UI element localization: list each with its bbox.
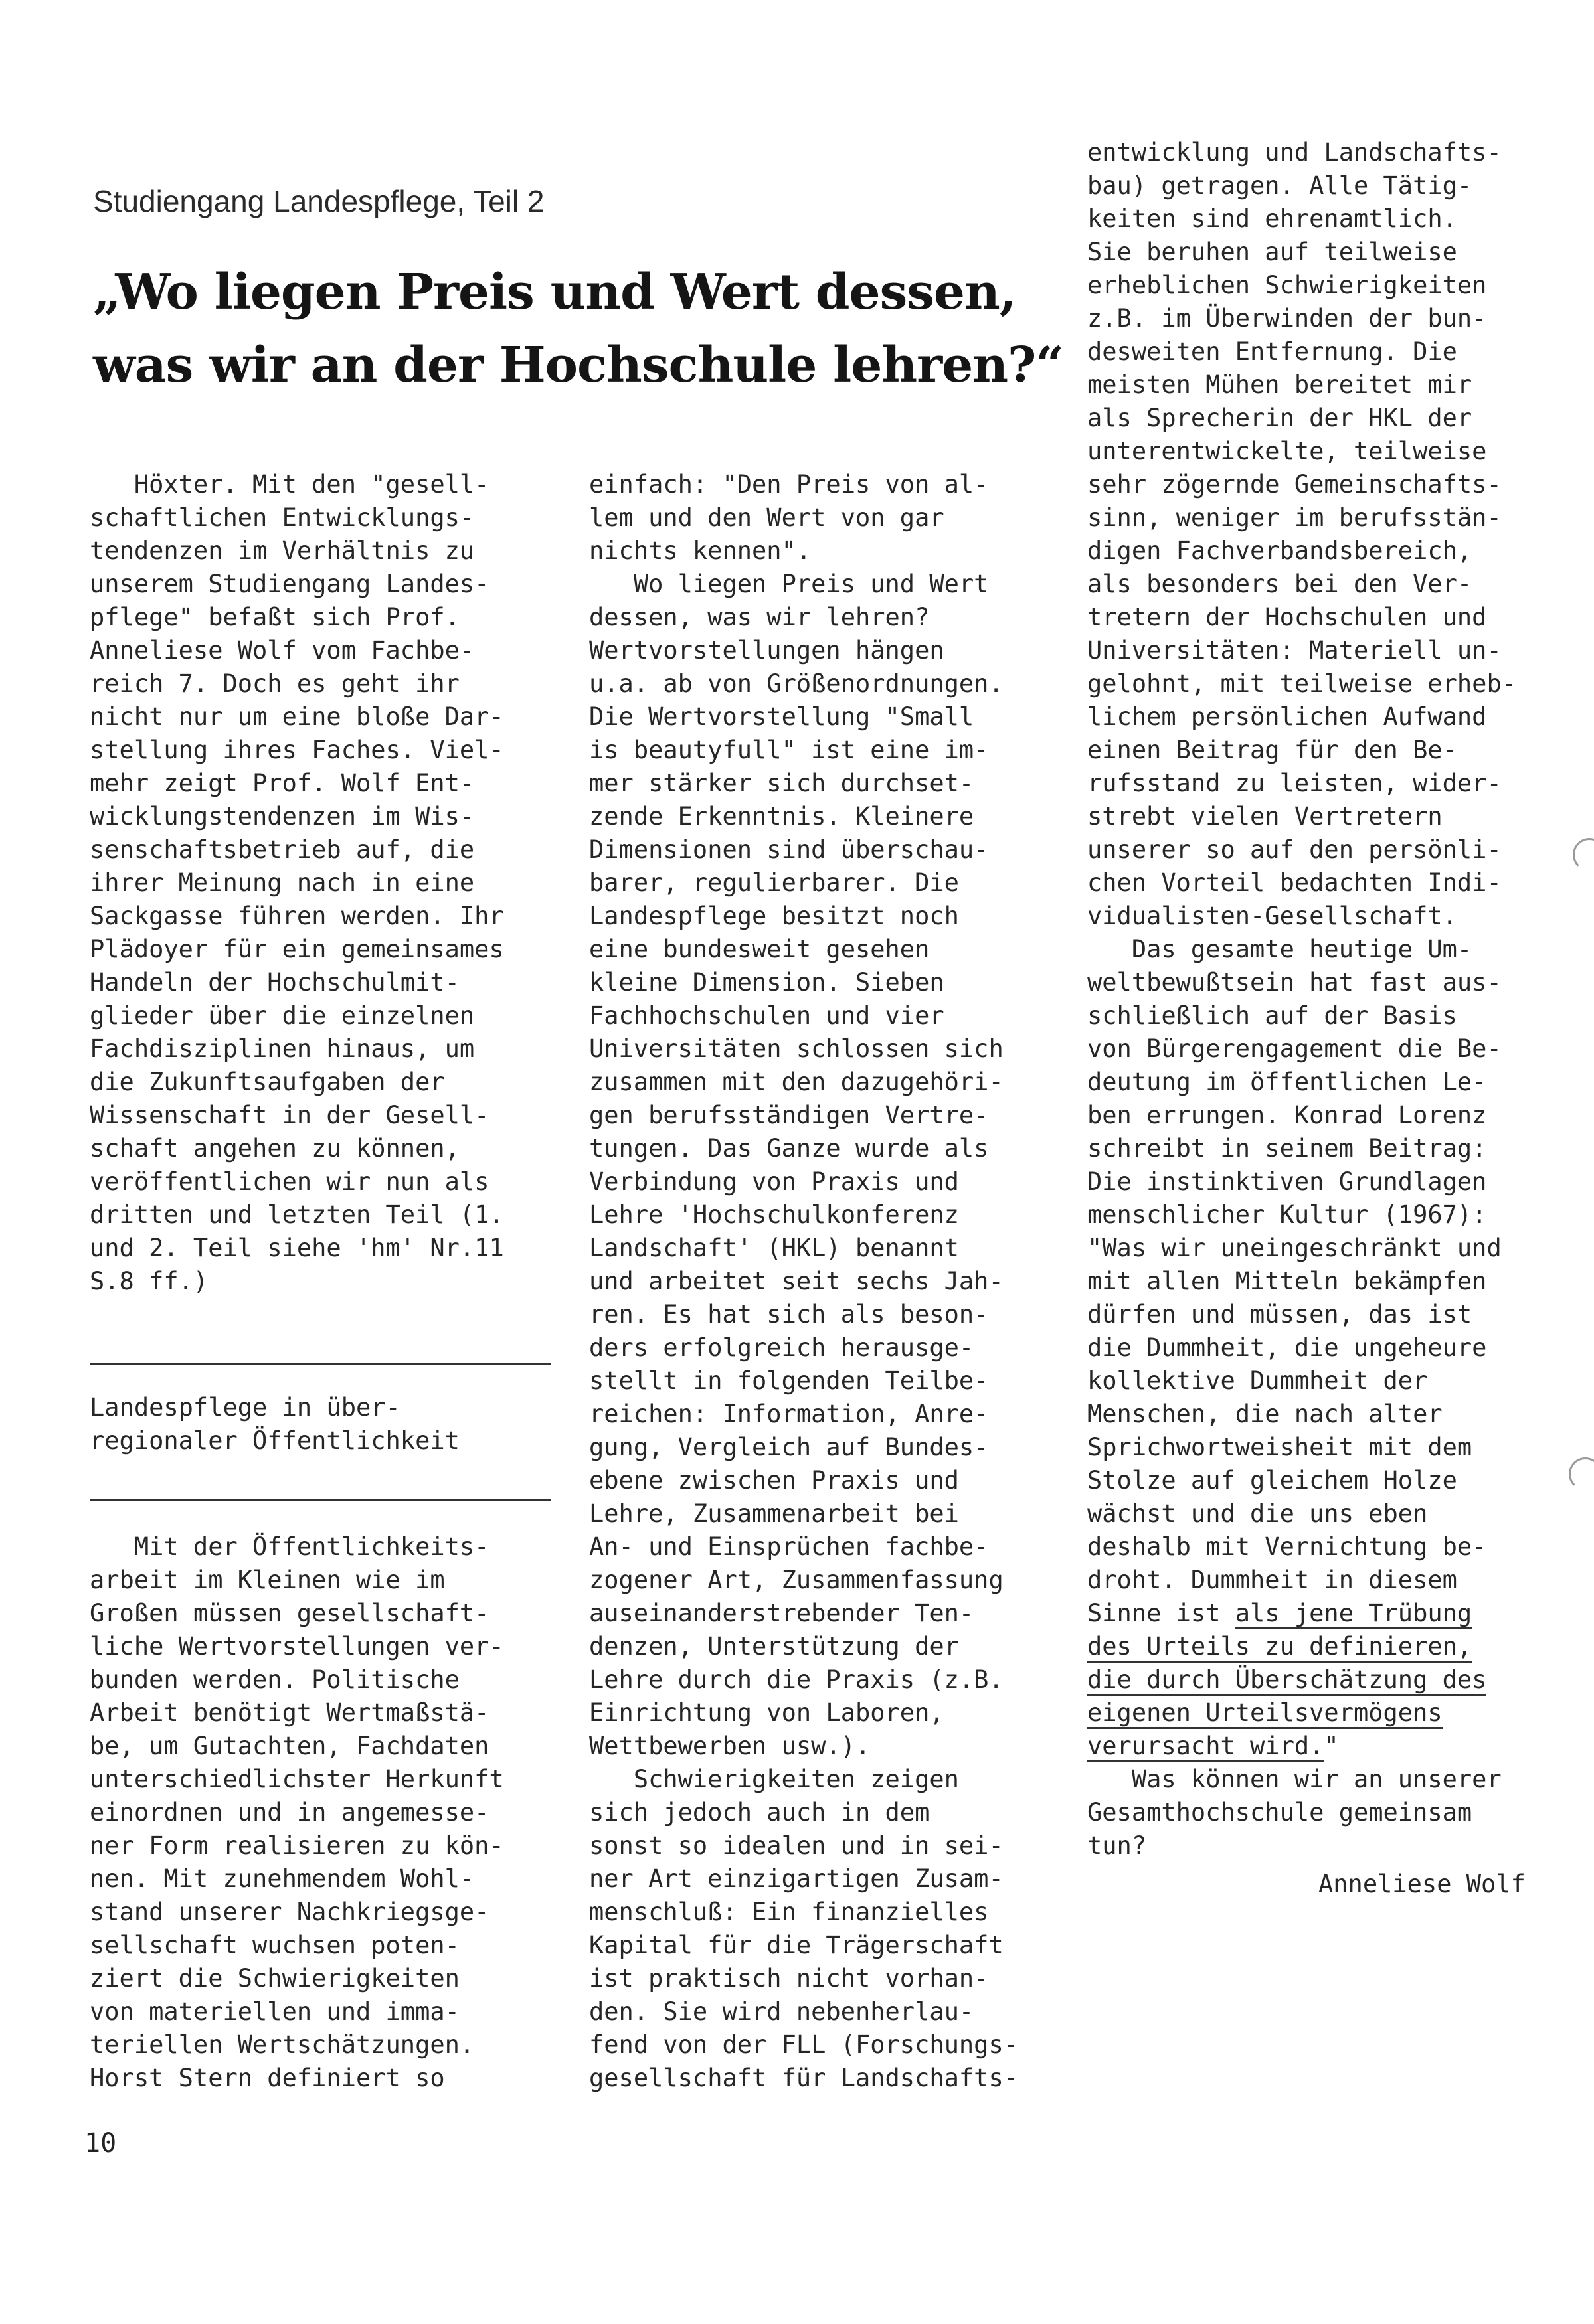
column-1-intro — [90, 468, 504, 1298]
text-line: Höxter. Mit den "gesell- — [90, 470, 489, 499]
text-line: Universitäten schlossen sich — [589, 1035, 1004, 1063]
text-line: die Dummheit, die ungeheure — [1087, 1333, 1487, 1362]
text-line: Lehre durch die Praxis (z.B. — [589, 1665, 1004, 1694]
text-line: schreibt in seinem Beitrag: — [1087, 1134, 1487, 1163]
text-line: Einrichtung von Laboren, — [589, 1699, 944, 1727]
text-line: wächst und die uns eben — [1087, 1499, 1428, 1528]
text-line: auseinanderstrebender Ten- — [589, 1599, 974, 1627]
text-line: senschaftsbetrieb auf, die — [90, 835, 475, 864]
text-line: schaftlichen Entwicklungs- — [90, 503, 475, 532]
text-line: dürfen und müssen, das ist — [1087, 1300, 1472, 1329]
text-line: gung, Vergleich auf Bundes- — [589, 1433, 989, 1461]
text-line: arbeit im Kleinen wie im — [90, 1566, 445, 1594]
text-line: sinn, weniger im berufsstän- — [1087, 503, 1502, 532]
text-line: "Was wir uneingeschränkt und — [1087, 1234, 1502, 1262]
text-line: mer stärker sich durchset- — [589, 769, 974, 797]
text-line: Schwierigkeiten zeigen — [589, 1765, 959, 1793]
text-line: von materiellen und imma- — [90, 1997, 460, 2026]
text-line: als besonders bei den Ver- — [1087, 570, 1472, 598]
text-line: glieder über die einzelnen — [90, 1001, 475, 1030]
text-line: fend von der FLL (Forschungs- — [589, 2031, 1019, 2059]
text-line: tretern der Hochschulen und — [1087, 603, 1487, 631]
text-line: von Bürgerengagement die Be- — [1087, 1035, 1502, 1063]
text-line: mit allen Mitteln bekämpfen — [1087, 1267, 1487, 1295]
text-line: unterentwickelte, teilweise — [1087, 437, 1487, 465]
text-line: zogener Art, Zusammenfassung — [589, 1566, 1004, 1594]
text-line: nichts kennen". — [589, 537, 812, 565]
text-line: schließlich auf der Basis — [1087, 1001, 1457, 1030]
text-line: lem und den Wert von gar — [589, 503, 944, 532]
text-line: An- und Einsprüchen fachbe- — [589, 1533, 989, 1561]
text-line: schaft angehen zu können, — [90, 1134, 460, 1163]
text-line: Lehre 'Hochschulkonferenz — [589, 1201, 959, 1229]
article-kicker: Studiengang Landespflege, Teil 2 — [93, 184, 545, 218]
text-line: tendenzen im Verhältnis zu — [90, 537, 475, 565]
text-line: unterschiedlichster Herkunft — [90, 1765, 504, 1793]
text-line: teriellen Wertschätzungen. — [90, 2031, 475, 2059]
text-line: is beautyfull" ist eine im- — [589, 736, 989, 764]
subheading — [90, 1391, 460, 1457]
text-line: Wo liegen Preis und Wert — [589, 570, 989, 598]
text-line: tungen. Das Ganze wurde als — [589, 1134, 989, 1163]
text-line: sonst so idealen und in sei- — [589, 1831, 1004, 1860]
text-line: menschlicher Kultur (1967): — [1087, 1201, 1487, 1229]
text-line: Wissenschaft in der Gesell- — [90, 1101, 489, 1129]
text-line: Landschaft' (HKL) benannt — [589, 1234, 959, 1262]
text-line: meisten Mühen bereitet mir — [1087, 371, 1472, 399]
text-line: be, um Gutachten, Fachdaten — [90, 1732, 489, 1760]
text-line: digen Fachverbandsbereich, — [1087, 537, 1472, 565]
text-line: entwicklung und Landschafts- — [1087, 138, 1502, 167]
text-line: Sackgasse führen werden. Ihr — [90, 902, 504, 930]
text-line: sich jedoch auch in dem — [589, 1798, 930, 1827]
text-line: deutung im öffentlichen Le- — [1087, 1068, 1487, 1096]
text-line: einfach: "Den Preis von al- — [589, 470, 989, 499]
text-line: pflege" befaßt sich Prof. — [90, 603, 460, 631]
quote-line-4: eigenen Urteilsvermögens — [1087, 1697, 1486, 1730]
quote-line-5: verursacht wird." — [1087, 1730, 1486, 1763]
text-line: Was können wir an unserer — [1087, 1765, 1502, 1793]
text-line: tun? — [1087, 1831, 1147, 1860]
column-1-body — [90, 1531, 504, 2095]
text-line: erheblichen Schwierigkeiten — [1087, 271, 1487, 299]
text-line: sehr zögernde Gemeinschafts- — [1087, 470, 1502, 499]
text-line: wicklungstendenzen im Wis- — [90, 802, 475, 831]
text-line: zende Erkenntnis. Kleinere — [589, 802, 974, 831]
text-line: Sprichwortweisheit mit dem — [1087, 1433, 1472, 1461]
text-line: Die instinktiven Grundlagen — [1087, 1167, 1487, 1196]
text-line: deshalb mit Vernichtung be- — [1087, 1533, 1487, 1561]
text-line: einordnen und in angemesse- — [90, 1798, 489, 1827]
text-line: Plädoyer für ein gemeinsames — [90, 935, 504, 963]
text-line: ziert die Schwierigkeiten — [90, 1964, 460, 1993]
text-line: S.8 ff.) — [90, 1267, 209, 1295]
text-line: lichem persönlichen Aufwand — [1087, 703, 1487, 731]
text-line: ben errungen. Konrad Lorenz — [1087, 1101, 1487, 1129]
text-line: Universitäten: Materiell un- — [1087, 636, 1502, 665]
text-line: bau) getragen. Alle Tätig- — [1087, 171, 1472, 200]
quote-line-2: des Urteils zu definieren, — [1087, 1630, 1486, 1663]
text-line: Sie beruhen auf teilweise — [1087, 238, 1457, 266]
headline-line-1: „Wo liegen Preis und Wert dessen, — [93, 264, 1016, 321]
text-line: sellschaft wuchsen poten- — [90, 1931, 460, 1959]
text-line: Menschen, die nach alter — [1087, 1400, 1443, 1428]
text-line: Dimensionen sind überschau- — [589, 835, 989, 864]
text-line: und arbeitet seit sechs Jah- — [589, 1267, 1004, 1295]
text-line: zusammen mit den dazugehöri- — [589, 1068, 1004, 1096]
text-line: reichen: Information, Anre- — [589, 1400, 989, 1428]
text-line: gen berufsständigen Vertre- — [589, 1101, 989, 1129]
text-line: mehr zeigt Prof. Wolf Ent- — [90, 769, 475, 797]
scan-mark-icon — [1573, 838, 1594, 871]
text-line: kollektive Dummheit der — [1087, 1367, 1428, 1395]
text-line: kleine Dimension. Sieben — [589, 968, 944, 997]
subheading-line-1: Landespflege in über- — [90, 1393, 400, 1422]
quote-line-1: Sinne ist als jene Trübung — [1087, 1597, 1486, 1630]
text-line: dessen, was wir lehren? — [589, 603, 930, 631]
text-line: z.B. im Überwinden der bun- — [1087, 304, 1487, 333]
column-3-end — [1087, 1763, 1502, 1863]
text-line: Verbindung von Praxis und — [589, 1167, 959, 1196]
text-line: ner Form realisieren zu kön- — [90, 1831, 504, 1860]
column-2 — [589, 468, 1018, 2095]
text-line: chen Vorteil bedachten Indi- — [1087, 869, 1502, 897]
text-line: Anneliese Wolf vom Fachbe- — [90, 636, 475, 665]
text-line: nicht nur um eine bloße Dar- — [90, 703, 504, 731]
text-line: ist praktisch nicht vorhan- — [589, 1964, 989, 1993]
text-line: Wertvorstellungen hängen — [589, 636, 944, 665]
text-line: Gesamthochschule gemeinsam — [1087, 1798, 1472, 1827]
divider-bottom — [90, 1499, 551, 1501]
text-line: strebt vielen Vertretern — [1087, 802, 1443, 831]
text-line: einen Beitrag für den Be- — [1087, 736, 1457, 764]
text-line: Fachhochschulen und vier — [589, 1001, 944, 1030]
subheading-line-2: regionaler Öffentlichkeit — [90, 1426, 460, 1455]
text-line: unserem Studiengang Landes- — [90, 570, 489, 598]
text-line: Landespflege besitzt noch — [589, 902, 959, 930]
text-line: ren. Es hat sich als beson- — [589, 1300, 989, 1329]
text-line: ders erfolgreich herausge- — [589, 1333, 974, 1362]
article-headline — [93, 256, 1103, 402]
text-line: Lehre, Zusammenarbeit bei — [589, 1499, 959, 1528]
text-line: dritten und letzten Teil (1. — [90, 1201, 504, 1229]
text-line: weltbewußtsein hat fast aus- — [1087, 968, 1502, 997]
text-line: die Zukunftsaufgaben der — [90, 1068, 445, 1096]
text-line: Wettbewerben usw.). — [589, 1732, 871, 1760]
text-line: Arbeit benötigt Wertmaßstä- — [90, 1699, 489, 1727]
text-line: vidualisten-Gesellschaft. — [1087, 902, 1457, 930]
text-line: unserer so auf den persönli- — [1087, 835, 1502, 864]
text-line: keiten sind ehrenamtlich. — [1087, 205, 1457, 233]
underlined-quote — [1087, 1597, 1486, 1763]
text-line: den. Sie wird nebenherlau- — [589, 1997, 974, 2026]
text-line: Fachdisziplinen hinaus, um — [90, 1035, 475, 1063]
text-line: Die Wertvorstellung "Small — [589, 703, 974, 731]
text-line: nen. Mit zunehmendem Wohl- — [90, 1865, 475, 1893]
scan-mark-icon — [1569, 1457, 1594, 1491]
headline-line-2: was wir an der Hochschule lehren?“ — [93, 337, 1063, 394]
page-number: 10 — [84, 2128, 117, 2159]
author-signature: Anneliese Wolf — [1318, 1870, 1526, 1898]
column-3 — [1087, 136, 1516, 1597]
text-line: Großen müssen gesellschaft- — [90, 1599, 489, 1627]
text-line: droht. Dummheit in diesem — [1087, 1566, 1457, 1594]
text-line: liche Wertvorstellungen ver- — [90, 1632, 504, 1661]
text-line: Mit der Öffentlichkeits- — [90, 1533, 489, 1561]
text-line: barer, regulierbarer. Die — [589, 869, 959, 897]
text-line: gesellschaft für Landschafts- — [589, 2064, 1019, 2092]
text-line: ebene zwischen Praxis und — [589, 1466, 959, 1495]
text-line: ner Art einzigartigen Zusam- — [589, 1865, 1004, 1893]
quote-line-3: die durch Überschätzung des — [1087, 1663, 1486, 1697]
text-line: bunden werden. Politische — [90, 1665, 460, 1694]
divider-top — [90, 1363, 551, 1365]
text-line: u.a. ab von Größenordnungen. — [589, 669, 1004, 698]
text-line: ihrer Meinung nach in eine — [90, 869, 475, 897]
text-line: und 2. Teil siehe 'hm' Nr.11 — [90, 1234, 504, 1262]
text-line: Das gesamte heutige Um- — [1087, 935, 1472, 963]
text-line: Stolze auf gleichem Holze — [1087, 1466, 1457, 1495]
text-line: Horst Stern definiert so — [90, 2064, 445, 2092]
text-line: veröffentlichen wir nun als — [90, 1167, 489, 1196]
text-line: als Sprecherin der HKL der — [1087, 404, 1472, 432]
text-line: gelohnt, mit teilweise erheb- — [1087, 669, 1517, 698]
text-line: Kapital für die Trägerschaft — [589, 1931, 1004, 1959]
text-line: stellung ihres Faches. Viel- — [90, 736, 504, 764]
text-line: menschluß: Ein finanzielles — [589, 1898, 989, 1926]
text-line: stand unserer Nachkriegsge- — [90, 1898, 489, 1926]
text-line: Handeln der Hochschulmit- — [90, 968, 460, 997]
text-line: denzen, Unterstützung der — [589, 1632, 959, 1661]
text-line: reich 7. Doch es geht ihr — [90, 669, 460, 698]
text-line: eine bundesweit gesehen — [589, 935, 930, 963]
text-line: stellt in folgenden Teilbe- — [589, 1367, 989, 1395]
text-line: rufsstand zu leisten, wider- — [1087, 769, 1502, 797]
text-line: desweiten Entfernung. Die — [1087, 337, 1457, 366]
